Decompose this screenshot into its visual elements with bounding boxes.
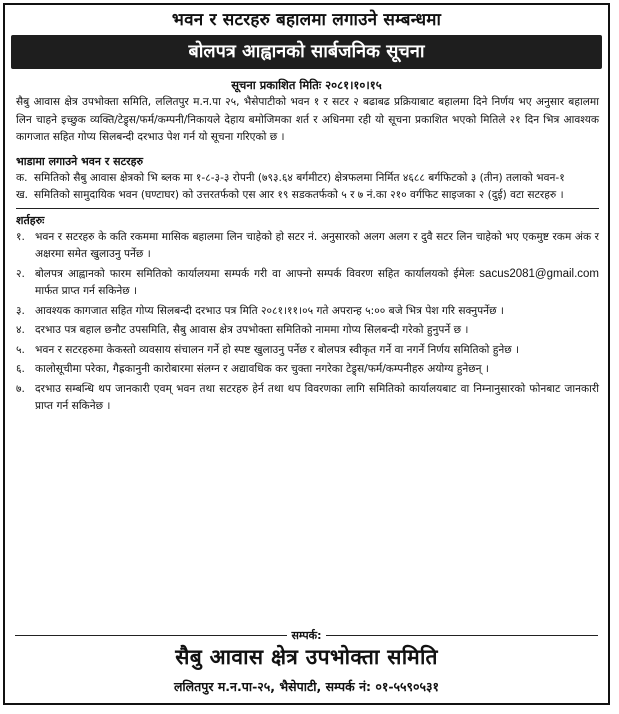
contact-divider-left <box>15 635 287 636</box>
condition-text-part: बोलपत्र आह्वानको फारम समितिको कार्यालयमा सम्पर्क गरी वा आफ्नो सम्पर्क विवरण सहित कार्यालयको ईमेलः <box>35 267 475 280</box>
rental-section-heading: भाडामा लगाउने भवन र सटरहरु <box>16 154 144 168</box>
condition-text-part: मार्फत प्राप्त गर्न सकिनेछ । <box>35 285 138 297</box>
rental-item <box>16 187 599 205</box>
rental-item-number: क. <box>16 171 28 184</box>
rental-item-text: समितिको सैबु आवास क्षेत्रको भि ब्लक मा १-८-३-३ रोपनी (७९३.६४ बर्गमीटर) क्षेत्रफलमा निर्मित ४६८८ बर्गफिटको ३ (तीन) तलाको भवन-१ <box>34 171 565 184</box>
condition-item <box>16 303 599 321</box>
condition-text: भवन र सटरहरुमा केकस्तो व्यवसाय संचालन गर्ने हो स्पष्ट खुलाउनु पर्नेछ र बोलपत्र स्वीकृत गर्ने वा नगर्ने निर्णय समितिको हुनेछ । <box>35 343 520 356</box>
contact-divider-row <box>15 627 598 643</box>
condition-item <box>16 322 599 340</box>
organization-name: सैबु आवास क्षेत्र उपभोक्ता समिति <box>175 645 438 669</box>
condition-text: कालोसूचीमा परेका, गैह्रकानुनी कारोबारमा संलग्न र अद्यावधिक कर चुक्ता नगरेका टेड्र्स/फर्म/कम्पनीहरु अयोग्य हुनेछन् । <box>35 363 489 375</box>
public-notice <box>3 3 610 705</box>
condition-text: दरभाउ सम्बन्धि थप जानकारी एवम् भवन तथा सटरहरु हेर्न तथा थप विवरणका लागि समितिको कार्यालयबाट वा निम्नानुसारको फोनबाट जानकारी प्राप्त गर्न सकिनेछ । <box>35 382 599 412</box>
condition-item <box>16 361 599 379</box>
condition-text: आवश्यक कागजात सहित गोप्य सिलबन्दी दरभाउ पत्र मिति २०८१।११।०५ गते अपरान्ह ५:०० बजे भित्र पेश गरि सक्नुपर्नेछ । <box>35 304 504 317</box>
condition-item <box>16 342 599 360</box>
notice-body <box>5 94 608 416</box>
section-divider <box>16 208 599 209</box>
intro-paragraph: सैबु आवास क्षेत्र उपभोक्ता समिति, ललितपुर म.न.पा २५, भैसेपाटीको भवन १ र सटर २ बढाबढ प्रक्रियाबाट बहालमा दिने निर्णय भए अनुसार बहालमा लिन चाहने इच्छुक व्यक्ति/टेड्र्स/फर्म/कम्पनी/निकायले देहाय बमोजिमका शर्त र अधिनमा रही यो सूचना प्रकाशित भएको मितिले २१ दिन भित्र आवश्यक कागजात सहित गोप्य सिलबन्दी दरभाउ पेश गर्न यो सूचना गरिएको छ । <box>16 96 599 143</box>
condition-number: ५. <box>16 343 25 356</box>
office-email-link[interactable]: sacus2081@gmail.com <box>479 267 599 280</box>
condition-number: ६. <box>16 363 25 375</box>
condition-number: ३. <box>16 304 25 317</box>
condition-text <box>35 266 599 301</box>
condition-item <box>16 381 599 416</box>
conditions-heading: शर्तहरुः <box>16 213 45 227</box>
contact-divider-right <box>326 635 598 636</box>
notice-banner-title: बोलपत्र आह्वानको सार्बजनिक सूचना <box>11 35 602 69</box>
contact-label: सम्पर्क: <box>291 628 322 642</box>
organization-address: ललितपुर म.न.पा-२५, भैसेपाटी, सम्पर्क नं: ०१-५५९०५३१ <box>173 679 440 694</box>
condition-number: ७. <box>16 382 25 395</box>
condition-text: दरभाउ पत्र बहाल छनौट उपसमिति, सैबु आवास क्षेत्र उपभोक्ता समितिको नाममा गोप्य सिलबन्दी गरेको हुनुपर्ने छ । <box>35 324 469 336</box>
condition-number: २. <box>16 267 25 280</box>
rental-item-number: ख. <box>16 189 29 201</box>
condition-number: १. <box>16 230 25 243</box>
rental-item-text: समितिको सामुदायिक भवन (घण्टाघर) को उत्तरतर्फको एस आर १९ सडकतर्फको ५ र ७ नं.का २१० वर्गफिट साइजका २ (दुई) वटा सटरहरु । <box>34 189 564 201</box>
condition-item <box>16 229 599 264</box>
rental-item <box>16 170 599 188</box>
condition-number: ४. <box>16 324 25 336</box>
condition-text: भवन र सटरहरु के कति रकममा मासिक बहालमा लिन चाहेको हो सटर नं. अनुसारको अलग अलग र दुवै सटर लिन चाहेको भए एकमुष्ट रकम अंक र अक्षरमा समेत खुलाउनु पर्नेछ । <box>35 230 599 260</box>
notice-subject-title: भवन र सटरहरु बहालमा लगाउने सम्बन्धमा <box>171 10 442 30</box>
condition-item <box>16 266 599 301</box>
notice-published-date: सूचना प्रकाशित मितिः २०८१।१०।१५ <box>231 78 382 92</box>
